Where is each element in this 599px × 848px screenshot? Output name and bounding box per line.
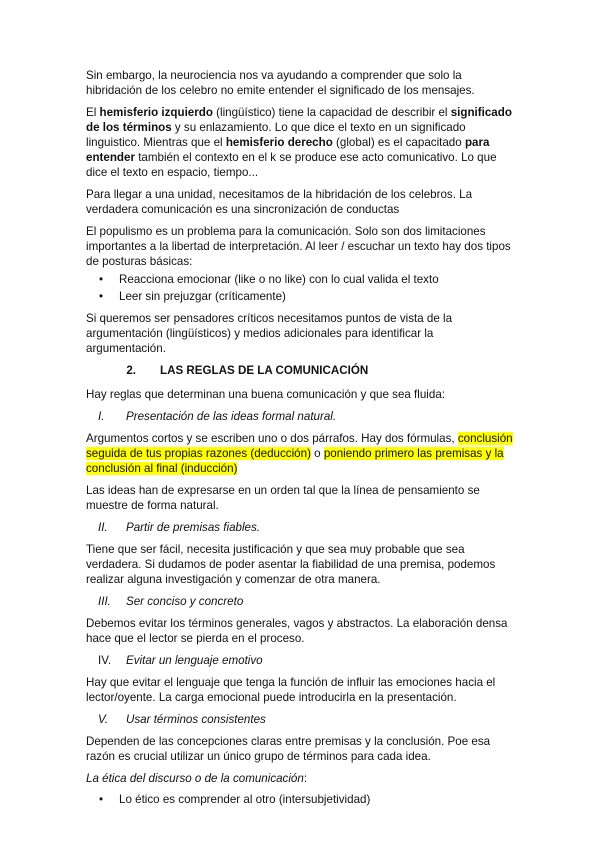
list-item xyxy=(86,792,516,807)
text-run: y su enlazamiento. Lo que dice el texto en un significado linguistico. Mientras que el xyxy=(86,121,466,149)
text-run: (lingüístico) tiene la capacidad de describir el xyxy=(212,106,451,119)
paragraph-reglas: Hay reglas que determinan una buena comunicación y que sea fluida: xyxy=(86,388,445,401)
paragraph-conciso: Debemos evitar los términos generales, vagos y abstractos. La elaboración densa hace que el lector se pierda en el proceso. xyxy=(86,617,508,645)
rule-title: Ser conciso y concreto xyxy=(126,595,244,608)
bullet-icon: • xyxy=(99,793,104,806)
paragraph-neurociencia: Sin embargo, la neurociencia nos va ayudando a comprender que solo la hibridación de los celebro no emite entender el significado de los mensajes. xyxy=(86,69,475,97)
bullet-list-posturas xyxy=(86,272,516,304)
paragraph-premisas: Tiene que ser fácil, necesita justificación y que sea muy probable que sea verdadera. Si dudamos de poder asentar la fiabilidad de una premisa, podemos realizar alguna investigación y comenzar de otra manera. xyxy=(86,543,496,586)
italic-text: La ética del discurso o de la comunicación xyxy=(86,772,304,785)
paragraph-pensadores: Si queremos ser pensadores críticos necesitamos puntos de vista de la argumentación (lingüísticos) y medios adicionales para identificar la argumentación. xyxy=(86,312,453,355)
rule-heading xyxy=(86,653,516,668)
highlighted-text: poniendo primero las premisas y la conclusión al final (inducción) xyxy=(86,447,504,475)
rule-heading xyxy=(86,409,516,424)
paragraph-populismo: El populismo es un problema para la comunicación. Solo son dos limitaciones importantes a la libertad de interpretación. Al leer / escuchar un texto hay dos tipos de posturas básicas: xyxy=(86,225,511,268)
bold-term: para entender xyxy=(86,136,490,164)
list-item xyxy=(86,289,516,304)
paragraph-consistentes: Dependen de las concepciones claras entre premisas y la conclusión. Poe esa razón es crucial utilizar un único grupo de términos para cada idea. xyxy=(86,735,491,763)
bold-term: hemisferio izquierdo xyxy=(99,106,213,119)
paragraph-unidad: Para llegar a una unidad, necesitamos de la hibridación de los celebros. La verdadera comunicación es una sincronización de conductas xyxy=(86,188,473,216)
rule-numeral: III. xyxy=(98,595,111,608)
bullet-icon: • xyxy=(99,273,104,286)
text-run: o xyxy=(310,447,324,460)
list-item xyxy=(86,272,516,287)
paragraph-orden: Las ideas han de expresarse en un orden tal que la línea de pensamiento se muestre de forma natural. xyxy=(86,484,480,512)
rule-heading xyxy=(86,712,516,727)
paragraph-emotivo: Hay que evitar el lenguaje que tenga la función de influir las emociones hacia el lector/oyente. La carga emocional puede introducirla en la presentación. xyxy=(86,676,496,704)
rule-heading xyxy=(86,594,516,609)
section-title: LAS REGLAS DE LA COMUNICACIÓN xyxy=(160,364,369,377)
text-run: (global) es el capacitado xyxy=(332,136,465,149)
highlighted-text: conclusión seguida de tus propias razones (deducción) xyxy=(86,432,513,460)
rule-title: Evitar un lenguaje emotivo xyxy=(126,654,263,667)
paragraph-etica xyxy=(86,771,516,786)
list-item-text: Lo ético es comprender al otro (intersubjetividad) xyxy=(119,793,371,806)
document-body xyxy=(86,68,516,814)
bold-term: significado de los términos xyxy=(86,106,512,134)
text-run: : xyxy=(303,772,308,785)
section-heading xyxy=(86,363,516,378)
rule-numeral: IV. xyxy=(98,654,112,667)
rule-heading xyxy=(86,520,516,535)
rule-title: Partir de premisas fiables. xyxy=(126,521,261,534)
list-item-text: Leer sin prejuzgar (críticamente) xyxy=(119,290,286,303)
rule-numeral: V. xyxy=(98,713,109,726)
paragraph-hemisferios xyxy=(86,105,516,180)
paragraph-argumentos xyxy=(86,431,516,476)
bold-term: hemisferio derecho xyxy=(225,136,333,149)
text-run: Argumentos cortos y se escriben uno o dos párrafos. Hay dos fórmulas, xyxy=(86,432,458,445)
section-number: 2. xyxy=(126,364,136,377)
rule-title: Presentación de las ideas formal natural. xyxy=(126,410,337,423)
rule-numeral: II. xyxy=(98,521,108,534)
text-run: El xyxy=(86,106,100,119)
text-run: también el contexto en el k se produce ese acto comunicativo. Lo que dice el texto en espacio, tiempo... xyxy=(86,151,497,179)
bullet-icon: • xyxy=(99,290,104,303)
bullet-list-etica xyxy=(86,792,516,807)
rule-numeral: I. xyxy=(98,410,105,423)
list-item-text: Reacciona emocionar (like o no like) con lo cual valida el texto xyxy=(119,273,439,286)
rule-title: Usar términos consistentes xyxy=(126,713,266,726)
